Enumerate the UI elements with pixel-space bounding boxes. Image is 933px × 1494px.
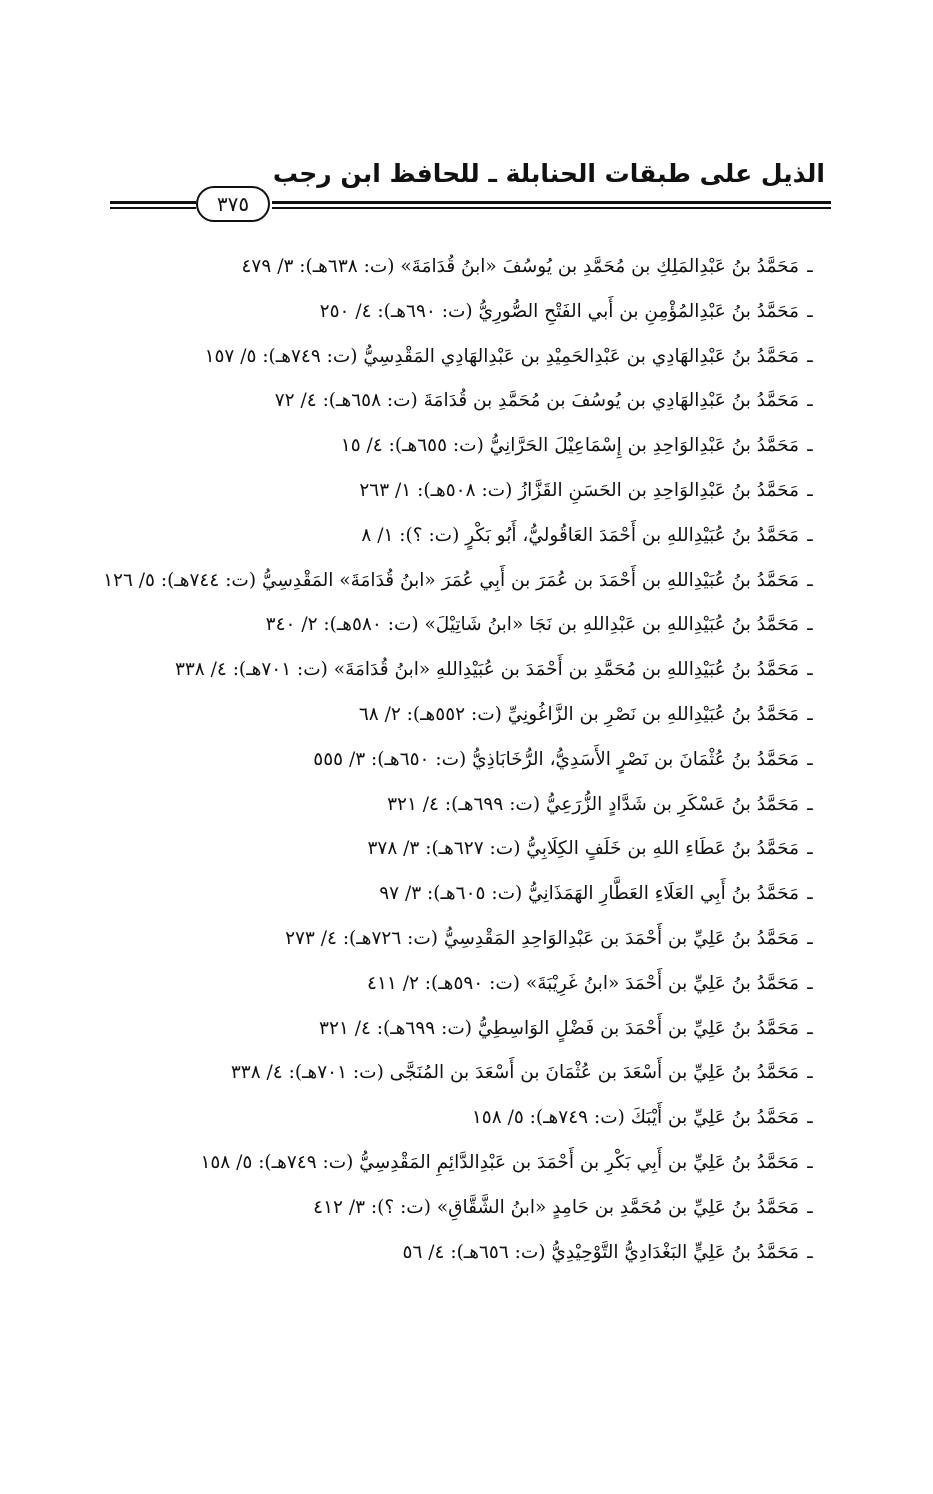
entry-dash: ـ bbox=[807, 659, 813, 681]
entry-text: مَحَمَّدُ بنُ عَلِيِّ بن أَحْمَدَ بن عَبْدِالوَاحِدِ المَقْدِسِيُّ (ت: ٧٢٦هـ): ٤/ ٢٧٣ bbox=[285, 927, 799, 949]
index-entry bbox=[101, 245, 821, 290]
entry-dash: ـ bbox=[807, 1107, 813, 1129]
index-entry bbox=[101, 559, 821, 604]
index-entry bbox=[101, 1231, 821, 1276]
running-header-title: الذيل على طبقات الحنابلة ـ للحافظ ابن رجب bbox=[272, 159, 825, 188]
entry-dash: ـ bbox=[807, 1062, 813, 1084]
index-entry bbox=[101, 648, 821, 693]
index-entry bbox=[101, 917, 821, 962]
index-entry bbox=[101, 603, 821, 648]
entry-dash: ـ bbox=[807, 883, 813, 905]
entry-text: مَحَمَّدُ بنُ عَسْكَرِ بن شَدَّادٍ الزُّرَعِيُّ (ت: ٦٩٩هـ): ٤/ ٣٢١ bbox=[387, 793, 799, 815]
entry-text: مَحَمَّدُ بنُ عُبَيْدِاللهِ بن عَبْدِاللهِ بن نَجَا «ابنُ شَاتِيْلَ» (ت: ٥٨٠هـ): ٢/ ٣٤٠ bbox=[265, 614, 799, 636]
entry-text: مَحَمَّدُ بنُ عَبْدِالوَاحِدِ بن الحَسَنِ القَزَّازُ (ت: ٥٠٨هـ): ١/ ٢٦٣ bbox=[359, 479, 799, 501]
index-entry bbox=[101, 1007, 821, 1052]
entry-text: مَحَمَّدُ بنُ عَلِيِّ بن أَيْبَكَ (ت: ٧٤٩هـ): ٥/ ١٥٨ bbox=[471, 1107, 799, 1129]
entry-dash: ـ bbox=[807, 972, 813, 994]
entry-text: مَحَمَّدُ بنُ عُبَيْدِاللهِ بن مُحَمَّدِ بن أَحْمَدَ بن عُبَيْدِاللهِ «ابنُ قُدَامَةَ» (ت: ٧٠١هـ): ٤/ ٣٣٨ bbox=[174, 659, 799, 681]
index-entry bbox=[101, 827, 821, 872]
entry-dash: ـ bbox=[807, 748, 813, 770]
entry-text: مَحَمَّدُ بنُ عَبْدِالهَادِي بن يُوسُفَ بن مُحَمَّدِ بن قُدَامَةَ (ت: ٦٥٨هـ): ٤/ ٧٢ bbox=[274, 390, 799, 412]
entry-text: مَحَمَّدُ بنُ عَلِيِّ بن أَحْمَدَ بن فَضْلٍ الوَاسِطِيُّ (ت: ٦٩٩هـ): ٤/ ٣٢١ bbox=[319, 1017, 799, 1039]
entry-dash: ـ bbox=[807, 838, 813, 860]
index-entry bbox=[101, 424, 821, 469]
entry-dash: ـ bbox=[807, 614, 813, 636]
entry-dash: ـ bbox=[807, 300, 813, 322]
entry-dash: ـ bbox=[807, 1017, 813, 1039]
entry-dash: ـ bbox=[807, 435, 813, 457]
entry-dash: ـ bbox=[807, 927, 813, 949]
index-entry bbox=[101, 872, 821, 917]
entry-dash: ـ bbox=[807, 479, 813, 501]
entry-text: مَحَمَّدُ بنُ عَبْدِالمُؤْمِنِ بن أَبي الفَتْحِ الصُّورِيُّ (ت: ٦٩٠هـ): ٤/ ٢٥٠ bbox=[319, 300, 799, 322]
entry-dash: ـ bbox=[807, 703, 813, 725]
entry-text: مَحَمَّدُ بنُ عُبَيْدِاللهِ بن أَحْمَدَ العَاقُوليُّ، أَبُو بَكْرٍ (ت: ؟): ١/ ٨ bbox=[361, 524, 799, 546]
header-rule bbox=[272, 201, 831, 209]
entry-text: مَحَمَّدُ بنُ عَلِيٍّ البَغْدَادِيُّ التَّوْحِيْدِيُّ (ت: ٦٥٦هـ): ٤/ ٥٦ bbox=[402, 1241, 799, 1263]
index-entry bbox=[101, 693, 821, 738]
index-entry bbox=[101, 290, 821, 335]
index-entry bbox=[101, 1141, 821, 1186]
entry-dash: ـ bbox=[807, 569, 813, 591]
entry-text: مَحَمَّدُ بنُ عَلِيِّ بن أَحْمَدَ «ابنُ غَرِيْبَةَ» (ت: ٥٩٠هـ): ٢/ ٤١١ bbox=[367, 972, 799, 994]
index-entry bbox=[101, 379, 821, 424]
entry-text: مَحَمَّدُ بنُ عَبْدِالمَلِكِ بن مُحَمَّدِ بن يُوسُفَ «ابنُ قُدَامَةَ» (ت: ٦٣٨هـ): ٣/ ٤٧٩ bbox=[241, 256, 799, 277]
entry-text: مَحَمَّدُ بنُ عَلِيِّ بن أَسْعَدَ بن عُثْمَانَ بن أَسْعَدَ بن المُنَجَّى (ت: ٧٠١هـ): ٤/ ٣٣٨ bbox=[230, 1062, 799, 1084]
entry-text: مَحَمَّدُ بنُ عَطَاءِ اللهِ بن خَلَفٍ الكِلَابِيُّ (ت: ٦٢٧هـ): ٣/ ٣٧٨ bbox=[367, 838, 799, 860]
index-entry bbox=[101, 1051, 821, 1096]
entry-text: مَحَمَّدُ بنُ عَلِيِّ بن أَبِي بَكْرِ بن أَحْمَدَ بن عَبْدِالدَّائِمِ المَقْدِسِيُّ (ت: ٧٤٩هـ): ٥/ ١٥٨ bbox=[200, 1151, 799, 1173]
index-entry bbox=[101, 514, 821, 559]
entry-text: مَحَمَّدُ بنُ عَبْدِالوَاحِدِ بن إِسْمَاعِيْلَ الحَرَّانِيُّ (ت: ٦٥٥هـ): ٤/ ١٥ bbox=[340, 435, 799, 457]
index-entries-list bbox=[101, 245, 821, 1275]
entry-dash: ـ bbox=[807, 345, 813, 367]
index-entry bbox=[101, 962, 821, 1007]
entry-dash: ـ bbox=[807, 793, 813, 815]
entry-dash: ـ bbox=[807, 1151, 813, 1173]
index-entry bbox=[101, 783, 821, 828]
entry-dash: ـ bbox=[807, 256, 813, 277]
index-entry bbox=[101, 1186, 821, 1231]
entry-text: مَحَمَّدُ بنُ عُثْمَانَ بن نَصْرٍ الأَسَدِيُّ، الرُّخَابَاذِيُّ (ت: ٦٥٠هـ): ٣/ ٥٥٥ bbox=[313, 748, 799, 770]
entry-dash: ـ bbox=[807, 390, 813, 412]
index-entry bbox=[101, 738, 821, 783]
entry-dash: ـ bbox=[807, 1196, 813, 1218]
entry-text: مَحَمَّدُ بنُ عَبْدِالهَادِي بن عَبْدِالحَمِيْدِ بن عَبْدِالهَادِي المَقْدِسِيُّ (ت: ٧٤٩هـ): ٥/ ١٥٧ bbox=[204, 345, 799, 367]
index-entry bbox=[101, 1096, 821, 1141]
entry-dash: ـ bbox=[807, 1241, 813, 1263]
entry-dash: ـ bbox=[807, 524, 813, 546]
index-entry bbox=[101, 469, 821, 514]
entry-text: مَحَمَّدُ بنُ عُبَيْدِاللهِ بن نَصْرِ بن الزَّاغُونِيِّ (ت: ٥٥٢هـ): ٢/ ٦٨ bbox=[358, 703, 799, 725]
entry-text: مَحَمَّدُ بنُ عُبَيْدِاللهِ بن أَحْمَدَ بن عُمَرَ بن أَبِي عُمَرَ «ابنُ قُدَامَةَ» المَقْدِسِيُّ (ت: ٧٤٤هـ): ٥/ ١٢٦ bbox=[103, 569, 799, 591]
entry-text: مَحَمَّدُ بنُ أَبِي العَلَاءِ العَطَّارِ الهَمَذَانِيُّ (ت: ٦٠٥هـ): ٣/ ٩٧ bbox=[379, 883, 799, 905]
header-rule-left bbox=[110, 201, 196, 209]
page-number-badge: ٣٧٥ bbox=[196, 186, 270, 222]
index-entry bbox=[101, 335, 821, 380]
entry-text: مَحَمَّدُ بنُ عَلِيِّ بن مُحَمَّدِ بن حَامِدٍ «ابنُ الشَّقَّاقِ» (ت: ؟): ٣/ ٤١٢ bbox=[313, 1196, 799, 1218]
